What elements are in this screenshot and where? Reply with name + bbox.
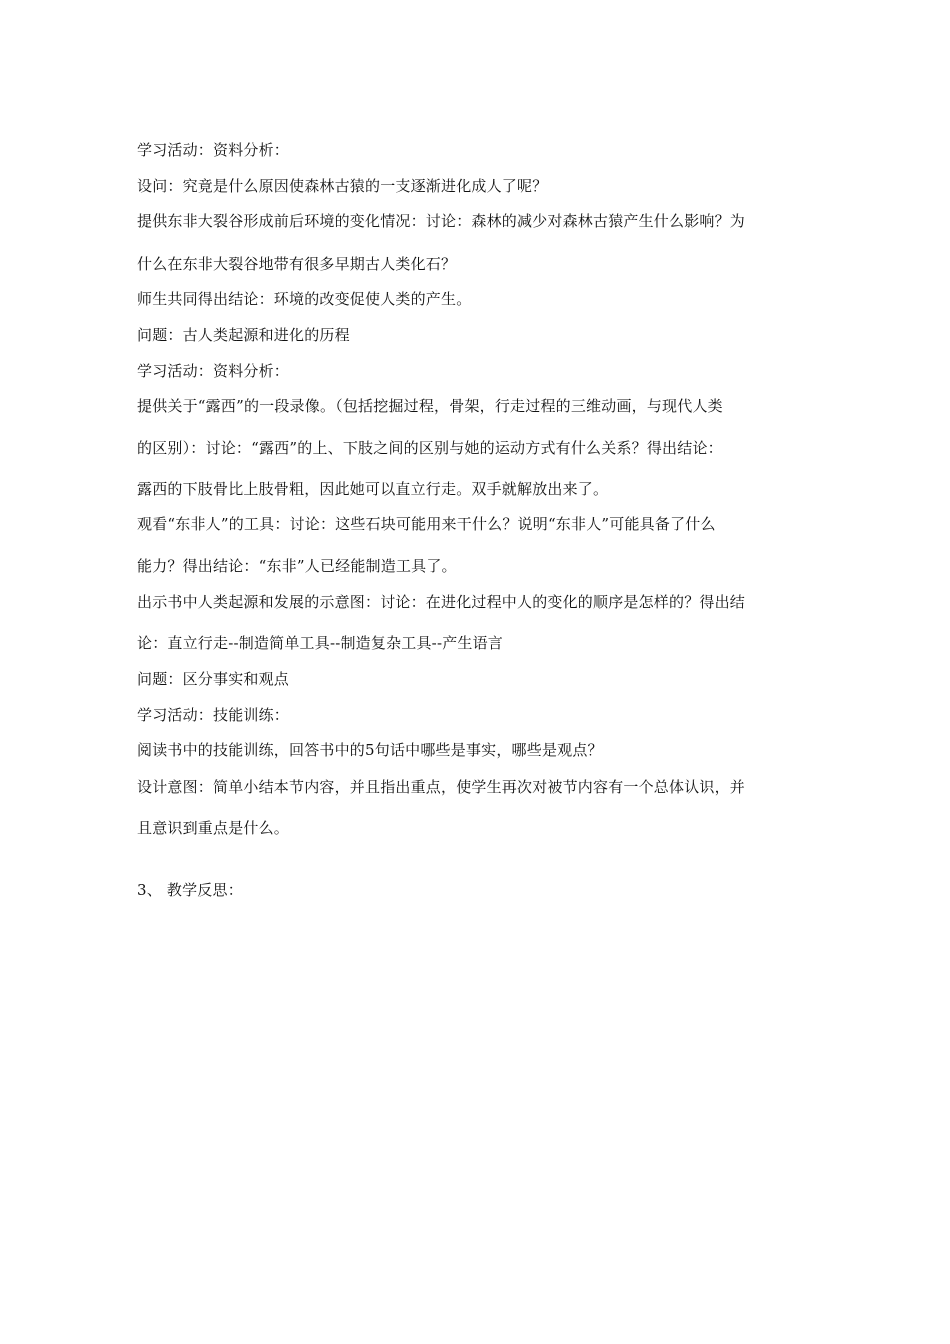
text-line: 且意识到重点是什么。 (137, 819, 290, 837)
text-line: 学习活动：技能训练： (137, 706, 290, 724)
text-line: 能力？得出结论：“东非”人已经能制造工具了。 (137, 557, 457, 575)
text-line: 提供东非大裂谷形成前后环境的变化情况：讨论：森林的减少对森林古猿产生什么影响？为 (137, 212, 746, 230)
text-line: 露西的下肢骨比上肢骨粗，因此她可以直立行走。双手就解放出来了。 (137, 480, 609, 498)
text-line: 设问：究竟是什么原因使森林古猿的一支逐渐进化成人了呢？ (137, 177, 548, 195)
text-line: 问题：区分事实和观点 (137, 670, 290, 688)
text-line: 论：直立行走--制造简单工具--制造复杂工具--产生语言 (137, 634, 504, 652)
text-line: 学习活动：资料分析： (137, 141, 290, 159)
text-line: 设计意图：简单小结本节内容，并且指出重点，使学生再次对被节内容有一个总体认识，并 (137, 778, 746, 796)
text-line: 提供关于“露西”的一段录像。（包括挖掘过程，骨架，行走过程的三维动画，与现代人类 (137, 397, 723, 415)
text-line: 出示书中人类起源和发展的示意图：讨论：在进化过程中人的变化的顺序是怎样的？得出结 (137, 593, 746, 611)
text-line: 阅读书中的技能训练，回答书中的5句话中哪些是事实，哪些是观点？ (137, 741, 603, 759)
text-line: 的区别）：讨论：“露西”的上、下肢之间的区别与她的运动方式有什么关系？得出结论： (137, 439, 723, 457)
text-line: 观看“东非人”的工具：讨论：这些石块可能用来干什么？说明“东非人”可能具备了什么 (137, 515, 716, 533)
text-line: 问题：古人类起源和进化的历程 (137, 326, 350, 344)
text-line: 学习活动：资料分析： (137, 362, 290, 380)
section-heading: 3、 教学反思： (137, 881, 243, 899)
text-line: 师生共同得出结论：环境的改变促使人类的产生。 (137, 290, 472, 308)
text-line: 什么在东非大裂谷地带有很多早期古人类化石？ (137, 255, 457, 273)
